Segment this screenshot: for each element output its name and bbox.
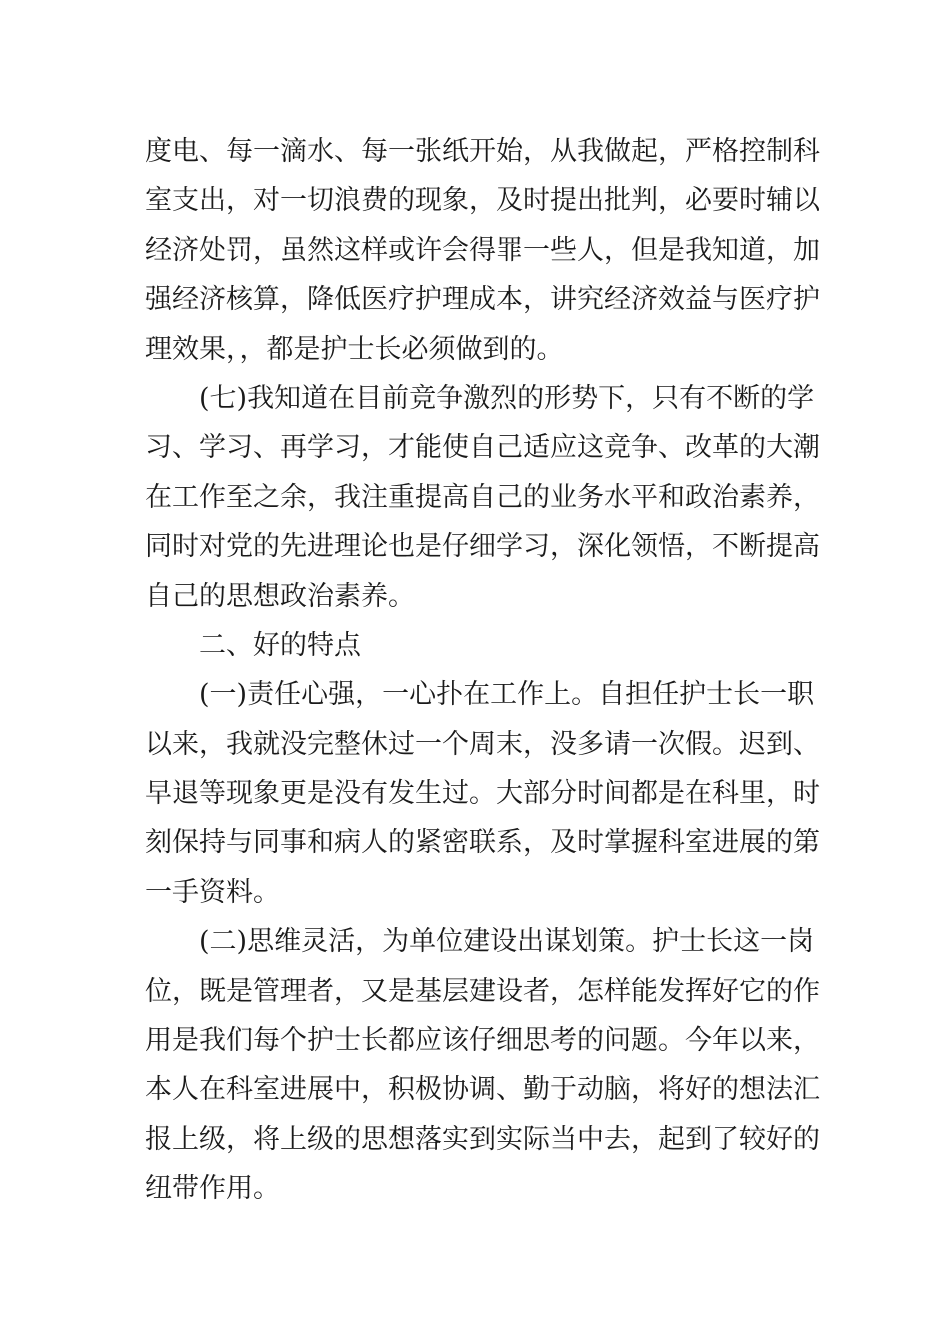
text-line: 用是我们每个护士长都应该仔细思考的问题。今年以来， xyxy=(145,1025,820,1057)
text-line: 同时对党的先进理论也是仔细学习，深化领悟，不断提高 xyxy=(145,531,820,563)
text-line: 本人在科室进展中，积极协调、勤于动脑，将好的想法汇 xyxy=(145,1074,820,1106)
text-line: 室支出，对一切浪费的现象，及时提出批判，必要时辅以 xyxy=(145,185,820,217)
text-line: 报上级，将上级的思想落实到实际当中去，起到了较好的 xyxy=(145,1123,820,1155)
text-line: 纽带作用。 xyxy=(145,1173,280,1205)
text-line: 刻保持与同事和病人的紧密联系，及时掌握科室进展的第 xyxy=(145,827,820,859)
text-line: 在工作至之余，我注重提高自己的业务水平和政治素养， xyxy=(145,481,820,513)
text-line: 以来，我就没完整休过一个周末，没多请一次假。迟到、 xyxy=(145,728,820,760)
text-line: (七)我知道在目前竞争激烈的形势下，只有不断的学 xyxy=(199,382,815,414)
text-line: 强经济核算，降低医疗护理成本，讲究经济效益与医疗护 xyxy=(145,284,820,316)
text-line: 度电、每一滴水、每一张纸开始，从我做起，严格控制科 xyxy=(145,136,820,167)
text-line: 自己的思想政治素养。 xyxy=(145,580,415,612)
text-line: (一)责任心强，一心扑在工作上。自担任护士长一职 xyxy=(199,679,815,711)
text-line: 理效果，，都是护士长必须做到的。 xyxy=(145,333,564,365)
text-line: 习、学习、再学习，才能使自己适应这竞争、改革的大潮 xyxy=(145,432,820,464)
text-line: (二)思维灵活，为单位建设出谋划策。护士长这一岗 xyxy=(199,926,815,958)
text-line: 早退等现象更是没有发生过。大部分时间都是在科里，时 xyxy=(145,778,820,810)
text-line: 经济处罚，虽然这样或许会得罪一些人，但是我知道，加 xyxy=(145,234,820,266)
section-heading: 二、好的特点 xyxy=(199,629,361,661)
text-line: 一手资料。 xyxy=(145,876,280,908)
document-body xyxy=(145,127,820,1214)
text-line: 位，既是管理者，又是基层建设者，怎样能发挥好它的作 xyxy=(145,975,820,1007)
